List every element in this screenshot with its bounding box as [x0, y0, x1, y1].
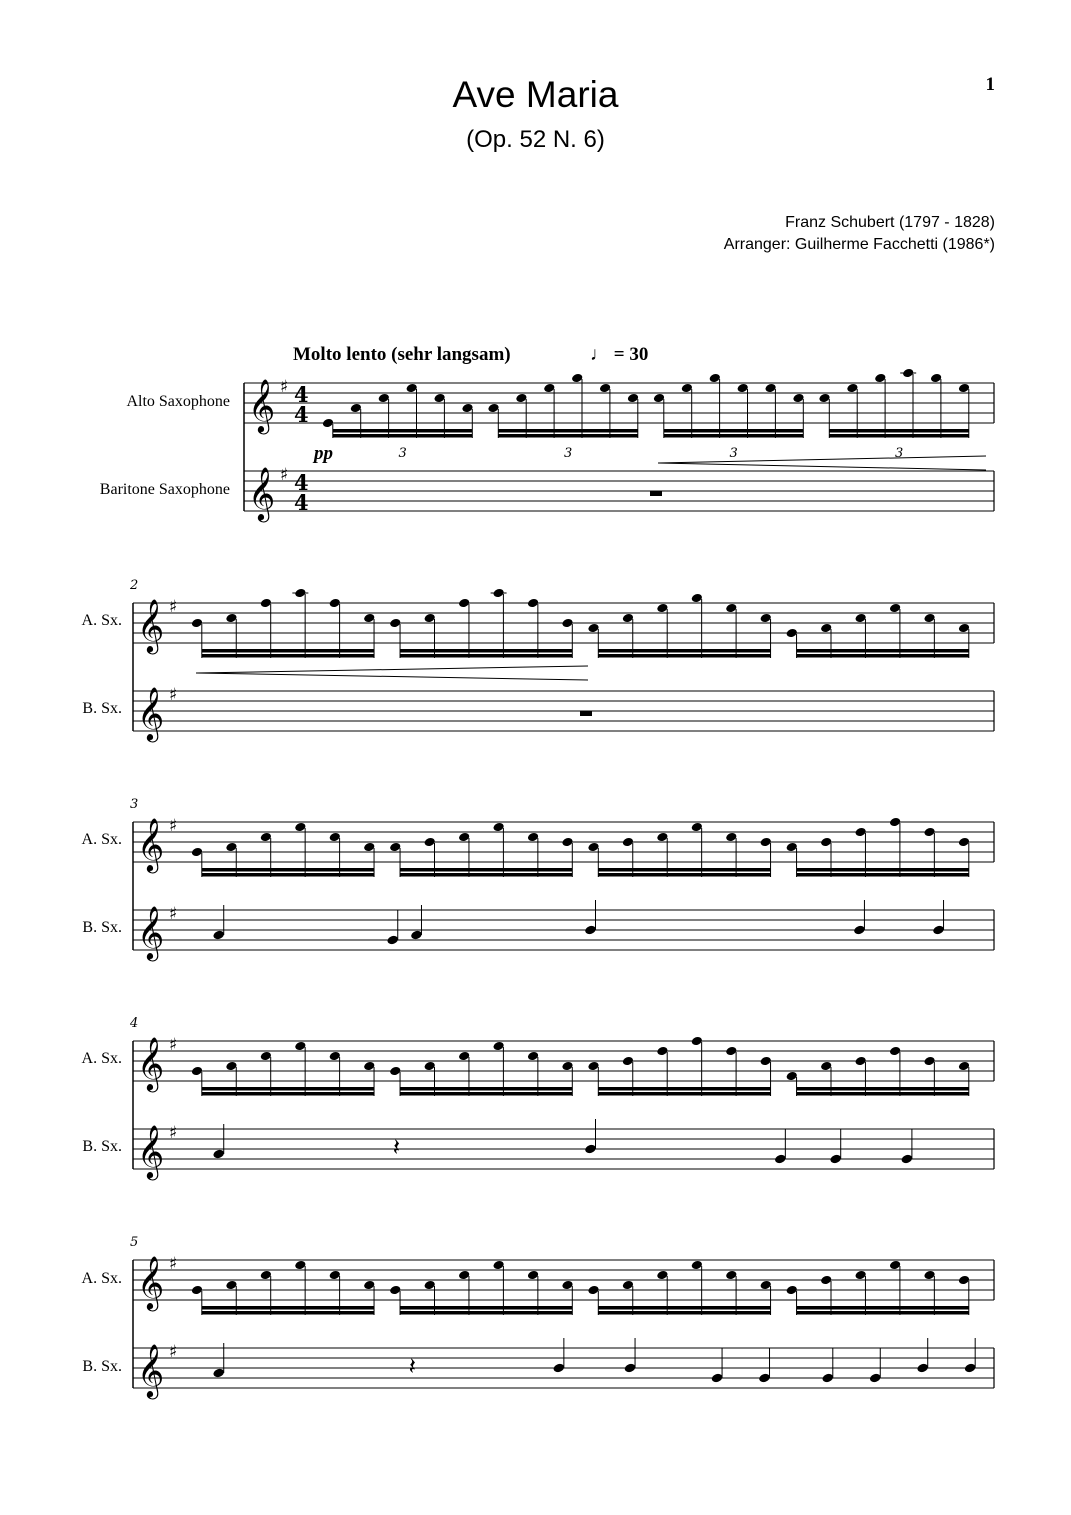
note-head [758, 1372, 771, 1383]
treble-clef-icon: 𝄞 [137, 686, 165, 740]
crescendo-hairpin [658, 463, 986, 470]
time-signature-numerator: 4 [294, 382, 309, 407]
beam [498, 429, 638, 433]
beam [598, 1087, 770, 1091]
note-head [212, 929, 225, 940]
key-signature-sharp: ♯ [280, 377, 289, 397]
treble-clef-icon: 𝄞 [137, 598, 165, 652]
beam [797, 1087, 969, 1091]
beam [202, 1311, 374, 1315]
beam [400, 654, 572, 658]
measure-number: 4 [130, 1016, 139, 1031]
key-signature-sharp: ♯ [169, 685, 178, 705]
note-head [711, 1372, 724, 1383]
note-head [869, 1372, 882, 1383]
beam [829, 434, 969, 438]
note-head [964, 1362, 977, 1373]
beam [400, 1087, 572, 1091]
key-signature-sharp: ♯ [169, 816, 178, 836]
baritone-label-full: Baritone Saxophone [99, 481, 230, 498]
crescendo-hairpin [658, 456, 986, 463]
alto-label-full: Alto Saxophone [126, 393, 230, 410]
note-head [624, 1362, 637, 1373]
key-signature-sharp: ♯ [169, 1254, 178, 1274]
beam [797, 1092, 969, 1096]
beam [797, 654, 969, 658]
key-signature-sharp: ♯ [280, 465, 289, 485]
note-head [410, 929, 423, 940]
beam [598, 868, 770, 872]
alto-label-short: A. Sx. [81, 831, 122, 848]
treble-clef-icon: 𝄞 [137, 905, 165, 959]
note-head [212, 1148, 225, 1159]
beam [400, 868, 572, 872]
note-head [212, 1367, 225, 1378]
treble-clef-icon: 𝄞 [137, 1036, 165, 1090]
beam [400, 1306, 572, 1310]
key-signature-sharp: ♯ [169, 597, 178, 617]
beam [664, 429, 804, 433]
note-head [386, 934, 399, 945]
note-head [774, 1153, 787, 1164]
page-number: 1 [985, 74, 995, 95]
note-head [829, 1153, 842, 1164]
tuplet-number: 3 [729, 446, 738, 461]
note-head [916, 1362, 929, 1373]
beam [202, 654, 374, 658]
key-signature-sharp: ♯ [169, 1035, 178, 1055]
quarter-rest: 𝄽 [408, 1352, 416, 1380]
treble-clef-icon: 𝄞 [137, 1124, 165, 1178]
time-signature-denominator: 4 [294, 490, 309, 515]
beam [202, 1087, 374, 1091]
whole-rest [650, 491, 662, 496]
treble-clef-icon: 𝄞 [248, 378, 276, 432]
baritone-label-short: B. Sx. [82, 919, 122, 936]
beam [333, 434, 473, 438]
treble-clef-icon: 𝄞 [248, 466, 276, 520]
key-signature-sharp: ♯ [169, 904, 178, 924]
beam [598, 649, 770, 653]
quarter-rest: 𝄽 [392, 1133, 401, 1161]
beam [598, 873, 770, 877]
beam [598, 1311, 770, 1315]
tempo-marking: Molto lento (sehr langsam) [293, 344, 511, 365]
tuplet-number: 3 [895, 446, 904, 461]
beam [498, 434, 638, 438]
measure-number: 3 [130, 797, 139, 812]
treble-clef-icon: 𝄞 [137, 1343, 165, 1397]
quarter-note-icon: ♩ [590, 344, 609, 365]
dynamic-marking: pp [314, 443, 333, 464]
note-head [853, 924, 866, 935]
time-signature-denominator: 4 [294, 402, 309, 427]
treble-clef-icon: 𝄞 [137, 1255, 165, 1309]
beam [202, 873, 374, 877]
beam [400, 873, 572, 877]
beam [797, 1306, 969, 1310]
piece-title: Ave Maria [452, 74, 619, 115]
measure-number: 2 [130, 578, 139, 593]
whole-rest [580, 711, 592, 716]
key-signature-sharp: ♯ [169, 1123, 178, 1143]
beam [829, 429, 969, 433]
crescendo-hairpin [196, 673, 588, 680]
tuplet-number: 3 [564, 446, 573, 461]
note-head [821, 1372, 834, 1383]
beam [797, 1311, 969, 1315]
note-head [932, 924, 945, 935]
tempo-bpm: = 30 [613, 344, 649, 365]
time-signature-numerator: 4 [294, 470, 309, 495]
note-head [584, 924, 597, 935]
beam [797, 873, 969, 877]
note-head [552, 1362, 565, 1373]
treble-clef-icon: 𝄞 [137, 817, 165, 871]
beam [664, 434, 804, 438]
piece-subtitle: (Op. 52 N. 6) [466, 126, 605, 153]
measure-number: 5 [130, 1235, 139, 1250]
baritone-label-short: B. Sx. [82, 1138, 122, 1155]
beam [202, 868, 374, 872]
beam [202, 1092, 374, 1096]
beam [333, 429, 473, 433]
beam [400, 1311, 572, 1315]
beam [797, 868, 969, 872]
baritone-label-short: B. Sx. [82, 700, 122, 717]
beam [598, 1092, 770, 1096]
beam [598, 654, 770, 658]
alto-label-short: A. Sx. [81, 612, 122, 629]
beam [400, 1092, 572, 1096]
crescendo-hairpin [196, 666, 588, 673]
key-signature-sharp: ♯ [169, 1342, 178, 1362]
beam [797, 649, 969, 653]
beam [400, 649, 572, 653]
beam [202, 649, 374, 653]
arranger-credit: Arranger: Guilherme Facchetti (1986*) [723, 236, 995, 253]
baritone-label-short: B. Sx. [82, 1358, 122, 1375]
alto-label-short: A. Sx. [81, 1270, 122, 1287]
note-head [584, 1143, 597, 1154]
beam [202, 1306, 374, 1310]
alto-label-short: A. Sx. [81, 1050, 122, 1067]
beam [598, 1306, 770, 1310]
composer-credit: Franz Schubert (1797 - 1828) [785, 214, 995, 231]
note-head [900, 1153, 913, 1164]
tuplet-number: 3 [398, 446, 407, 461]
